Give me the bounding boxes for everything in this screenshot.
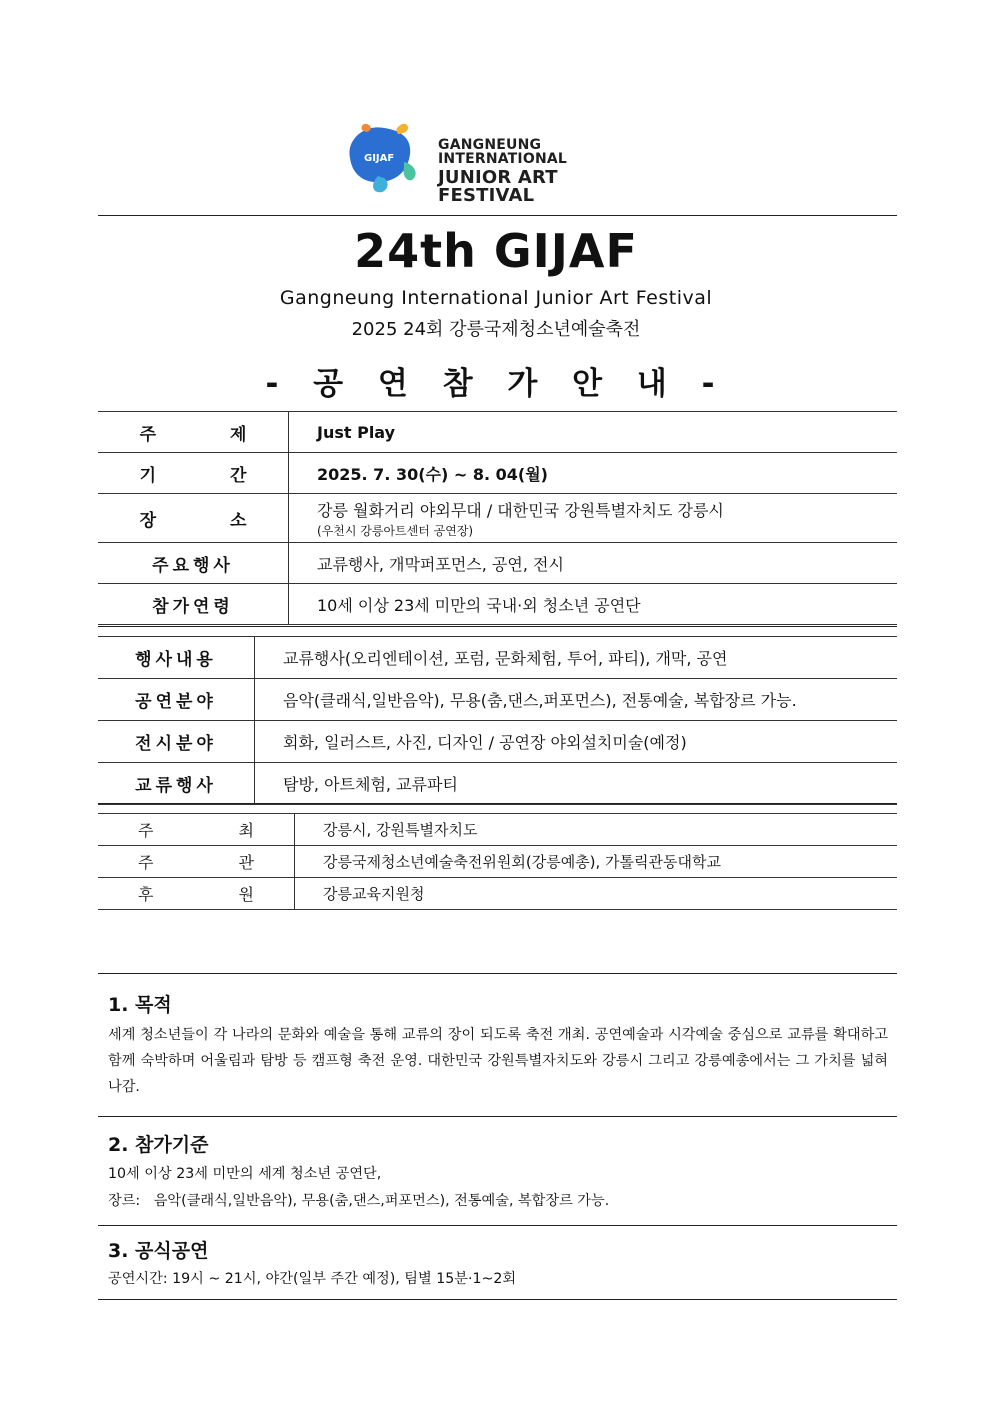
row-value: Just Play — [317, 422, 396, 442]
table-row — [98, 814, 897, 846]
table-row — [98, 846, 897, 878]
table-row — [98, 412, 897, 453]
logo-wordmark — [438, 138, 660, 205]
table-row — [98, 878, 897, 910]
logo-line-1: GANGNEUNG INTERNATIONAL — [438, 137, 568, 167]
row-label: 공연분야 — [98, 679, 255, 721]
page-title: 24th GIJAF — [354, 224, 638, 278]
header-divider — [98, 215, 897, 216]
row-label: 주 최 — [98, 814, 295, 846]
section-body-criteria-line2: 장르: 음악(클래식,일반음악), 무용(춤,댄스,퍼포먼스), 전통예술, 복합장르 가능. — [108, 1193, 610, 1209]
row-label: 주 관 — [98, 846, 295, 878]
table-row — [98, 453, 897, 494]
section-divider — [98, 1225, 897, 1226]
row-value: 강릉시, 강원특별자치도 — [323, 821, 478, 839]
row-value: 회화, 일러스트, 사진, 디자인 / 공연장 야외설치미술(예정) — [283, 733, 687, 752]
table-divider — [98, 803, 897, 804]
section-title-criteria: 2. 참가기준 — [108, 1134, 209, 1156]
table-row — [98, 494, 897, 543]
row-label: 전시분야 — [98, 721, 255, 763]
subtitle-english: Gangneung International Junior Art Festival — [279, 287, 713, 309]
row-value: 강릉교육지원청 — [323, 885, 425, 903]
row-value: 음악(클래식,일반음악), 무용(춤,댄스,퍼포먼스), 전통예술, 복합장르 가능. — [283, 691, 797, 710]
row-value: 탐방, 아트체험, 교류파티 — [283, 775, 458, 794]
row-value: 강릉 월화거리 야외무대 / 대한민국 강원특별자치도 강릉시 (우천시 강릉아트센터 공연장) — [289, 494, 898, 543]
table-row — [98, 721, 897, 763]
section-body-purpose: 세계 청소년들이 각 나라의 문화와 예술을 통해 교류의 장이 되도록 축전 개최. 공연예술과 시각예술 중심으로 교류를 확대하고 함께 숙박하며 어울림과 탐방 등 캠프형 축전 운영. 대한민국 강원특별자치도와 강릉시 그리고 강릉예총에서는 그 가치를 넓혀나감. — [108, 1027, 888, 1095]
row-value: 교류행사, 개막퍼포먼스, 공연, 전시 — [317, 554, 564, 574]
row-value: 강릉국제청소년예술축전위원회(강릉예총), 가톨릭관동대학교 — [323, 853, 721, 871]
section-title-purpose: 1. 목적 — [108, 994, 172, 1016]
table-row — [98, 543, 897, 584]
table-row — [98, 679, 897, 721]
section-body-performance: 공연시간: 19시 ~ 21시, 야간(일부 주간 예정), 팀별 15분·1~2회 — [108, 1271, 517, 1287]
notice-title: - 공 연 참 가 안 내 - — [265, 366, 727, 402]
row-label: 기 간 — [98, 453, 289, 494]
section-divider — [98, 973, 897, 974]
row-label: 교류행사 — [98, 763, 255, 805]
row-label: 장 소 — [98, 494, 289, 543]
section-divider — [98, 1299, 897, 1300]
info-table-organizers — [98, 813, 897, 910]
info-table-basic — [98, 411, 897, 625]
row-label: 참가연령 — [98, 584, 289, 625]
info-table-program — [98, 636, 897, 805]
gijaf-blob-icon — [340, 118, 436, 198]
row-subvalue: (우천시 강릉아트센터 공연장) — [317, 523, 474, 538]
row-label: 행사내용 — [98, 637, 255, 679]
section-title-performance: 3. 공식공연 — [108, 1240, 209, 1262]
subtitle-korean: 2025 24회 강릉국제청소년예술축전 — [351, 319, 641, 340]
logo-line-2: JUNIOR ART FESTIVAL — [438, 167, 558, 206]
section-divider — [98, 1116, 897, 1117]
table-divider — [98, 626, 897, 627]
row-label: 주 제 — [98, 412, 289, 453]
row-label: 주요행사 — [98, 543, 289, 584]
row-value: 10세 이상 23세 미만의 국내·외 청소년 공연단 — [317, 595, 641, 615]
table-row — [98, 637, 897, 679]
row-value: 교류행사(오리엔테이션, 포럼, 문화체험, 투어, 파티), 개막, 공연 — [283, 649, 728, 668]
svg-text:GIJAF: GIJAF — [364, 153, 395, 164]
section-body-criteria-line1: 10세 이상 23세 미만의 세계 청소년 공연단, — [108, 1166, 382, 1182]
row-label: 후 원 — [98, 878, 295, 910]
row-value: 2025. 7. 30(수) ~ 8. 04(월) — [317, 464, 548, 484]
table-row — [98, 584, 897, 625]
festival-logo — [340, 118, 660, 206]
table-row — [98, 763, 897, 805]
